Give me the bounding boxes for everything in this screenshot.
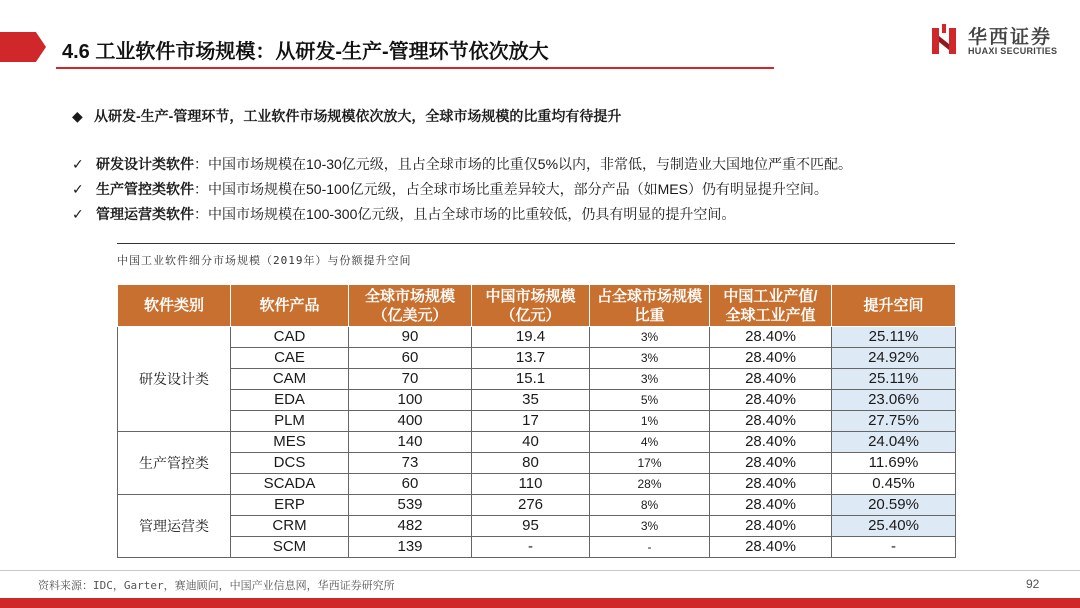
- product-cell: CAD: [231, 327, 349, 348]
- table-row: [118, 327, 956, 348]
- growth-space-cell: 25.11%: [832, 327, 956, 348]
- diamond-bullet-icon: ◆: [72, 108, 83, 124]
- checkmark-icon: ✓: [72, 206, 84, 222]
- category-cell: 管理运营类: [118, 495, 231, 558]
- growth-space-cell: 24.92%: [832, 348, 956, 369]
- bottom-accent-bar: [0, 598, 1080, 608]
- bullet-text: ：中国市场规模在100-300亿元级，且占全球市场的比重较低，仍具有明显的提升空间。: [194, 206, 736, 222]
- bullet-text: ：中国市场规模在10-30亿元级，且占全球市场的比重仅5%以内，非常低，与制造业大国地位严重不匹配。: [194, 156, 853, 172]
- product-cell: EDA: [231, 390, 349, 411]
- bullet-item: [72, 178, 852, 203]
- table-row: [118, 432, 956, 453]
- global-size-cell: 60: [349, 474, 472, 495]
- growth-space-cell: 20.59%: [832, 495, 956, 516]
- global-size-cell: 482: [349, 516, 472, 537]
- china-size-cell: 40: [472, 432, 590, 453]
- table-row: [118, 348, 956, 369]
- global-size-cell: 73: [349, 453, 472, 474]
- column-header: 占全球市场规模 比重: [590, 285, 710, 327]
- table-body: [118, 327, 956, 558]
- source-note: 资料来源：IDC，Garter，赛迪顾问，中国产业信息网，华西证券研究所: [38, 579, 395, 592]
- product-cell: CAE: [231, 348, 349, 369]
- china-size-cell: 19.4: [472, 327, 590, 348]
- title-bar: [0, 30, 800, 70]
- growth-space-cell: 27.75%: [832, 411, 956, 432]
- global-size-cell: 70: [349, 369, 472, 390]
- global-share-cell: 3%: [590, 348, 710, 369]
- output-ratio-cell: 28.40%: [710, 453, 832, 474]
- category-cell: 研发设计类: [118, 327, 231, 432]
- column-header: 软件产品: [231, 285, 349, 327]
- global-size-cell: 60: [349, 348, 472, 369]
- global-size-cell: 140: [349, 432, 472, 453]
- output-ratio-cell: 28.40%: [710, 411, 832, 432]
- global-size-cell: 539: [349, 495, 472, 516]
- china-size-cell: 95: [472, 516, 590, 537]
- key-point-text: 从研发-生产-管理环节，工业软件市场规模依次放大，全球市场规模的比重均有待提升: [94, 108, 622, 124]
- market-size-table-block: [117, 243, 955, 558]
- product-cell: ERP: [231, 495, 349, 516]
- global-share-cell: 3%: [590, 369, 710, 390]
- huaxi-logo: [930, 22, 1070, 62]
- column-header: 软件类别: [118, 285, 231, 327]
- global-share-cell: -: [590, 537, 710, 558]
- logo-text-cn: 华西证券: [968, 27, 1053, 48]
- page-number: 92: [1026, 577, 1040, 591]
- product-cell: CAM: [231, 369, 349, 390]
- checkmark-icon: ✓: [72, 181, 84, 197]
- table-row: [118, 474, 956, 495]
- table-header-row: [118, 285, 956, 327]
- checkmark-icon: ✓: [72, 156, 84, 172]
- bullet-label: 生产管控类软件: [96, 181, 194, 197]
- global-size-cell: 100: [349, 390, 472, 411]
- global-share-cell: 4%: [590, 432, 710, 453]
- title-underline: [56, 67, 774, 69]
- china-size-cell: 15.1: [472, 369, 590, 390]
- output-ratio-cell: 28.40%: [710, 390, 832, 411]
- table-row: [118, 390, 956, 411]
- growth-space-cell: -: [832, 537, 956, 558]
- growth-space-cell: 25.40%: [832, 516, 956, 537]
- global-share-cell: 5%: [590, 390, 710, 411]
- output-ratio-cell: 28.40%: [710, 474, 832, 495]
- key-point: [72, 106, 621, 126]
- table-row: [118, 495, 956, 516]
- china-size-cell: -: [472, 537, 590, 558]
- product-cell: CRM: [231, 516, 349, 537]
- footer-rule: [0, 570, 1080, 571]
- global-share-cell: 17%: [590, 453, 710, 474]
- huaxi-logo-icon: [930, 24, 960, 56]
- output-ratio-cell: 28.40%: [710, 348, 832, 369]
- bullet-item: [72, 203, 852, 228]
- bullet-item: [72, 153, 852, 178]
- china-size-cell: 35: [472, 390, 590, 411]
- output-ratio-cell: 28.40%: [710, 516, 832, 537]
- column-header: 提升空间: [832, 285, 956, 327]
- bullet-list: [72, 153, 852, 228]
- bullet-label: 管理运营类软件: [96, 206, 194, 222]
- growth-space-cell: 11.69%: [832, 453, 956, 474]
- global-share-cell: 1%: [590, 411, 710, 432]
- bullet-text: ：中国市场规模在50-100亿元级，占全球市场比重差异较大，部分产品（如MES）仍有明显提升空间。: [194, 181, 828, 197]
- output-ratio-cell: 28.40%: [710, 369, 832, 390]
- china-size-cell: 17: [472, 411, 590, 432]
- table-row: [118, 453, 956, 474]
- global-size-cell: 90: [349, 327, 472, 348]
- table-row: [118, 411, 956, 432]
- column-header: 全球市场规模 （亿美元）: [349, 285, 472, 327]
- table-row: [118, 369, 956, 390]
- logo-text-en: HUAXI SECURITIES: [968, 46, 1058, 56]
- category-cell: 生产管控类: [118, 432, 231, 495]
- global-size-cell: 400: [349, 411, 472, 432]
- china-size-cell: 80: [472, 453, 590, 474]
- product-cell: DCS: [231, 453, 349, 474]
- market-size-table: [117, 284, 956, 558]
- product-cell: SCADA: [231, 474, 349, 495]
- output-ratio-cell: 28.40%: [710, 537, 832, 558]
- china-size-cell: 276: [472, 495, 590, 516]
- china-size-cell: 110: [472, 474, 590, 495]
- growth-space-cell: 23.06%: [832, 390, 956, 411]
- table-caption: 中国工业软件细分市场规模（2019年）与份额提升空间: [117, 254, 412, 267]
- china-size-cell: 13.7: [472, 348, 590, 369]
- output-ratio-cell: 28.40%: [710, 327, 832, 348]
- global-share-cell: 8%: [590, 495, 710, 516]
- page-title: 4.6 工业软件市场规模：从研发-生产-管理环节依次放大: [62, 41, 549, 63]
- product-cell: MES: [231, 432, 349, 453]
- bullet-label: 研发设计类软件: [96, 156, 194, 172]
- column-header: 中国市场规模 （亿元）: [472, 285, 590, 327]
- global-size-cell: 139: [349, 537, 472, 558]
- global-share-cell: 28%: [590, 474, 710, 495]
- output-ratio-cell: 28.40%: [710, 432, 832, 453]
- growth-space-cell: 25.11%: [832, 369, 956, 390]
- product-cell: PLM: [231, 411, 349, 432]
- global-share-cell: 3%: [590, 516, 710, 537]
- table-row: [118, 537, 956, 558]
- column-header: 中国工业产值/ 全球工业产值: [710, 285, 832, 327]
- product-cell: SCM: [231, 537, 349, 558]
- title-accent-tab: [0, 32, 46, 62]
- growth-space-cell: 24.04%: [832, 432, 956, 453]
- output-ratio-cell: 28.40%: [710, 495, 832, 516]
- table-row: [118, 516, 956, 537]
- growth-space-cell: 0.45%: [832, 474, 956, 495]
- global-share-cell: 3%: [590, 327, 710, 348]
